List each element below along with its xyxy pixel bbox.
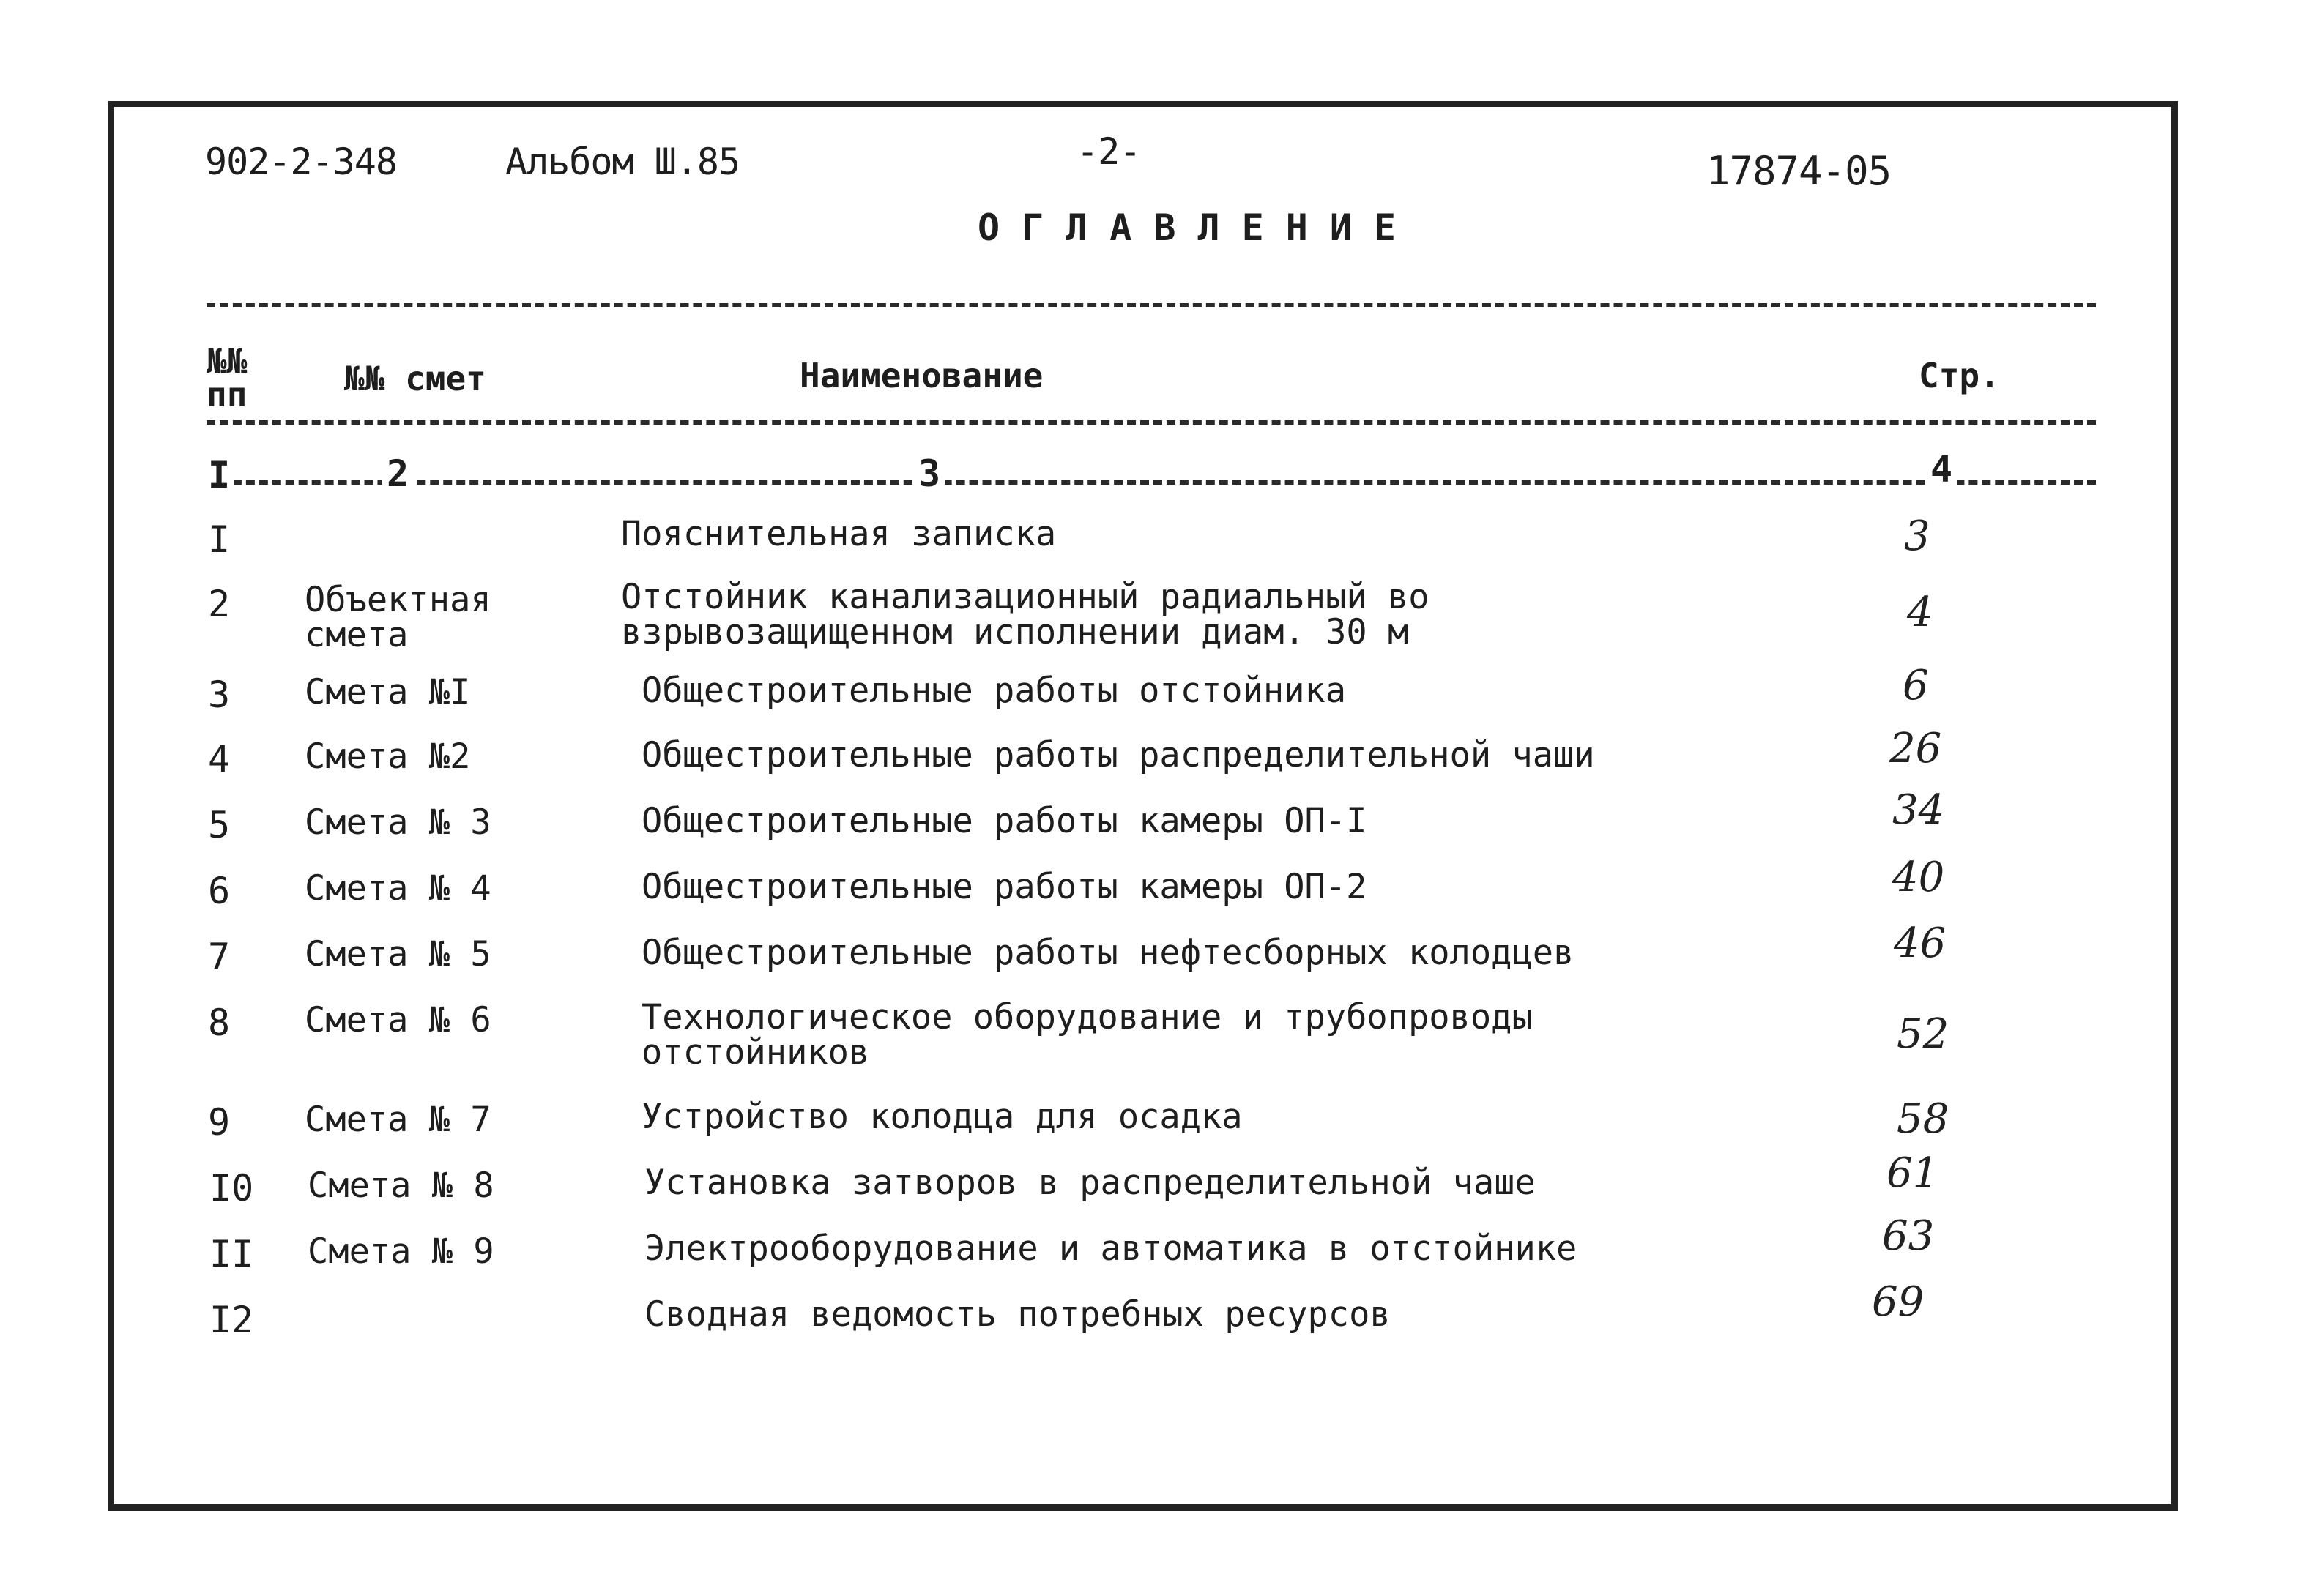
row-2-name: Отстойник канализационный радиальный во взрывозащищенном исполнении диам. 30 м — [621, 577, 1429, 652]
col-number-1: I — [204, 454, 234, 496]
row-12-no: I2 — [209, 1299, 254, 1341]
col-header-no: №№ пп — [207, 341, 248, 414]
row-8-no: 8 — [208, 1002, 231, 1044]
row-11-no: II — [209, 1233, 254, 1275]
row-8-name: Технологическое оборудование и трубопроводы отстойников — [642, 997, 1533, 1073]
col-number-3: 3 — [914, 452, 945, 495]
row-3-page: 6 — [1903, 662, 1929, 709]
row-11-estimate: Смета № 9 — [308, 1231, 494, 1272]
row-8-estimate: Смета № 6 — [305, 1000, 491, 1040]
row-2-page: 4 — [1907, 589, 1933, 636]
row-7-no: 7 — [208, 936, 231, 978]
row-11-page: 63 — [1882, 1212, 1935, 1260]
col-number-2: 2 — [382, 452, 413, 495]
col-header-name: Наименование — [800, 356, 1044, 395]
row-1-name: Пояснительная записка — [621, 514, 1057, 554]
row-5-estimate: Смета № 3 — [305, 802, 491, 843]
row-1-no: I — [208, 518, 231, 561]
row-10-page: 61 — [1886, 1149, 1939, 1197]
row-4-no: 4 — [208, 738, 231, 780]
row-9-estimate: Смета № 7 — [305, 1100, 491, 1140]
page-number: -2- — [1077, 130, 1141, 173]
rule-top — [207, 303, 2096, 307]
archive-number: 17874-05 — [1706, 148, 1892, 194]
row-6-page: 40 — [1892, 854, 1945, 901]
row-3-name: Общестроительные работы отстойника — [642, 671, 1347, 711]
row-7-estimate: Смета № 5 — [305, 934, 491, 974]
col-header-page: Стр. — [1919, 356, 2000, 395]
row-11-name: Электрооборудование и автоматика в отстойнике — [644, 1228, 1577, 1269]
row-4-estimate: Смета №2 — [305, 737, 471, 777]
col-number-4: 4 — [1926, 448, 1957, 491]
row-10-no: I0 — [209, 1167, 254, 1209]
row-12-page: 69 — [1872, 1278, 1925, 1326]
album-label: Альбом Ш.85 — [505, 141, 740, 183]
row-7-name: Общестроительные работы нефтесборных колодцев — [642, 933, 1574, 973]
row-4-page: 26 — [1889, 725, 1942, 772]
row-2-estimate: Объектная смета — [305, 580, 491, 655]
row-6-name: Общестроительные работы камеры ОП-2 — [642, 867, 1367, 907]
row-5-page: 34 — [1892, 786, 1945, 834]
row-6-estimate: Смета № 4 — [305, 868, 491, 909]
row-3-no: 3 — [208, 674, 231, 716]
row-8-page: 52 — [1897, 1010, 1949, 1058]
rule-header-bottom — [207, 420, 2096, 425]
row-2-no: 2 — [208, 583, 231, 625]
row-10-estimate: Смета № 8 — [308, 1166, 494, 1206]
row-9-no: 9 — [208, 1101, 231, 1144]
rule-column-numbers — [207, 480, 2096, 485]
row-1-page: 3 — [1904, 512, 1930, 560]
row-9-name: Устройство колодца для осадка — [642, 1097, 1243, 1137]
doc-code: 902-2-348 — [205, 141, 397, 183]
row-10-name: Установка затворов в распределительной чаше — [644, 1163, 1536, 1203]
row-3-estimate: Смета №I — [305, 672, 471, 712]
row-6-no: 6 — [208, 870, 231, 912]
row-7-page: 46 — [1894, 920, 1947, 967]
row-12-name: Сводная ведомость потребных ресурсов — [644, 1294, 1391, 1335]
row-4-name: Общестроительные работы распределительной чаши — [642, 735, 1595, 775]
row-9-page: 58 — [1897, 1095, 1949, 1143]
row-5-no: 5 — [208, 804, 231, 846]
page-title: ОГЛАВЛЕНИЕ — [978, 206, 1419, 249]
row-5-name: Общестроительные работы камеры ОП-I — [642, 801, 1367, 841]
col-header-estimate: №№ смет — [344, 359, 486, 398]
